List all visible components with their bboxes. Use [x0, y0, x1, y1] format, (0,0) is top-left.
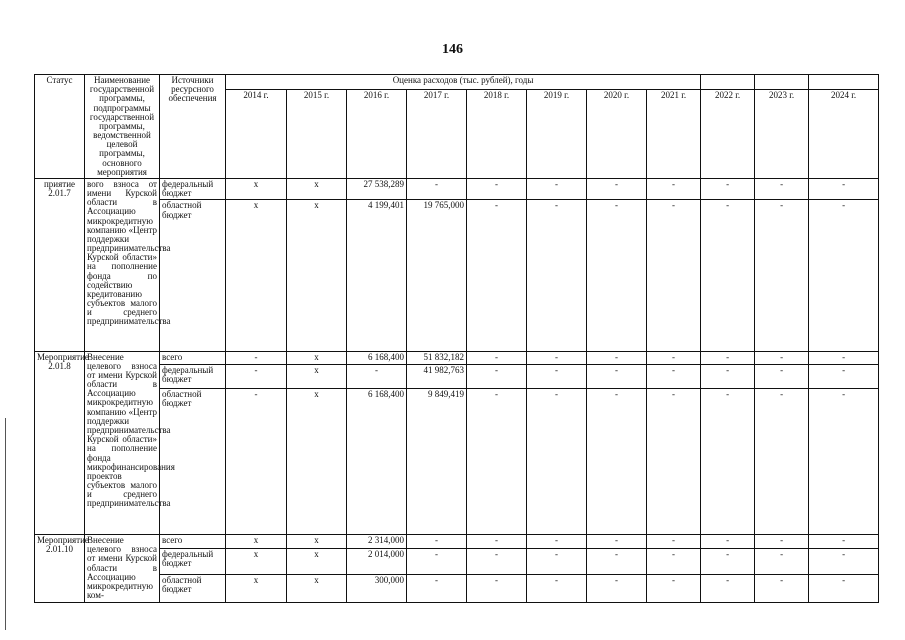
value-cell: x	[226, 574, 287, 602]
value-cell: -	[587, 364, 647, 388]
table-body	[35, 178, 879, 602]
source-cell: федеральный бюджет	[160, 178, 226, 200]
value-cell: x	[287, 364, 347, 388]
table-row	[35, 574, 879, 602]
value-cell: -	[755, 388, 809, 534]
header-year: 2021 г.	[647, 90, 701, 179]
value-cell: -	[809, 364, 879, 388]
source-cell: всего	[160, 351, 226, 364]
header-year: 2022 г.	[701, 90, 755, 179]
value-cell: -	[226, 388, 287, 534]
value-cell: -	[647, 351, 701, 364]
header-blank	[701, 75, 755, 90]
budget-table	[34, 74, 879, 603]
value-cell: -	[647, 574, 701, 602]
value-cell: 27 538,289	[347, 178, 407, 200]
value-cell: -	[755, 549, 809, 575]
value-cell: -	[467, 364, 527, 388]
value-cell: -	[587, 535, 647, 549]
value-cell: -	[755, 200, 809, 351]
value-cell: -	[701, 574, 755, 602]
value-cell: -	[527, 574, 587, 602]
source-cell: федеральный бюджет	[160, 549, 226, 575]
header-estimate: Оценка расходов (тыс. рублей), годы	[226, 75, 701, 90]
value-cell: -	[701, 200, 755, 351]
value-cell: -	[527, 364, 587, 388]
value-cell: -	[527, 535, 587, 549]
value-cell: -	[809, 574, 879, 602]
value-cell: -	[809, 351, 879, 364]
value-cell: -	[755, 364, 809, 388]
value-cell: x	[287, 535, 347, 549]
value-cell: -	[467, 535, 527, 549]
value-cell: -	[347, 364, 407, 388]
table-row	[35, 535, 879, 549]
value-cell: x	[287, 549, 347, 575]
value-cell: -	[647, 364, 701, 388]
value-cell: 300,000	[347, 574, 407, 602]
value-cell: -	[527, 178, 587, 200]
value-cell: -	[587, 574, 647, 602]
value-cell: x	[226, 200, 287, 351]
value-cell: -	[647, 200, 701, 351]
value-cell: -	[527, 388, 587, 534]
value-cell: -	[647, 549, 701, 575]
source-cell: областной бюджет	[160, 388, 226, 534]
value-cell: -	[587, 351, 647, 364]
value-cell: x	[226, 549, 287, 575]
name-cell: Внесение целевого взноса от имени Курской области в Ассоциацию микрокредитную ком-	[85, 535, 160, 603]
value-cell: x	[287, 574, 347, 602]
value-cell: -	[587, 549, 647, 575]
value-cell: -	[467, 200, 527, 351]
status-cell: приятие 2.01.7	[35, 178, 85, 351]
header-year: 2023 г.	[755, 90, 809, 179]
value-cell: 6 168,400	[347, 388, 407, 534]
value-cell: -	[809, 200, 879, 351]
header-blank	[809, 75, 879, 90]
value-cell: -	[587, 388, 647, 534]
value-cell: -	[467, 351, 527, 364]
header-year: 2015 г.	[287, 90, 347, 179]
header-source: Источники ресурсного обеспечения	[160, 75, 226, 179]
value-cell: 41 982,763	[407, 364, 467, 388]
header-blank	[755, 75, 809, 90]
value-cell: -	[755, 535, 809, 549]
source-cell: федеральный бюджет	[160, 364, 226, 388]
value-cell: x	[226, 535, 287, 549]
value-cell: 6 168,400	[347, 351, 407, 364]
value-cell: -	[701, 178, 755, 200]
value-cell: -	[407, 535, 467, 549]
value-cell: -	[755, 574, 809, 602]
source-cell: областной бюджет	[160, 574, 226, 602]
value-cell: -	[467, 178, 527, 200]
header-year: 2014 г.	[226, 90, 287, 179]
value-cell: x	[287, 388, 347, 534]
value-cell: -	[701, 388, 755, 534]
value-cell: -	[755, 178, 809, 200]
name-cell: Внесение целевого взноса от имени Курской области в Ассоциацию микрокредитную компанию «Центр поддержки предпринимательства Курской области» на пополнение фонда микрофинансирования проектов субъектов малого и среднего предпринимательства	[85, 351, 160, 534]
header-year: 2019 г.	[527, 90, 587, 179]
header-year: 2016 г.	[347, 90, 407, 179]
table-row	[35, 178, 879, 200]
value-cell: -	[647, 535, 701, 549]
value-cell: -	[701, 549, 755, 575]
value-cell: -	[647, 388, 701, 534]
header-name: Наименование государственной программы, подпрограммы государственной программы, ведомственной целевой программы, основного мероприятия	[85, 75, 160, 179]
value-cell: x	[226, 178, 287, 200]
value-cell: -	[701, 364, 755, 388]
value-cell: x	[287, 351, 347, 364]
value-cell: -	[527, 351, 587, 364]
value-cell: -	[647, 178, 701, 200]
source-cell: областной бюджет	[160, 200, 226, 351]
value-cell: -	[809, 549, 879, 575]
value-cell: 4 199,401	[347, 200, 407, 351]
value-cell: -	[407, 178, 467, 200]
margin-line	[5, 418, 6, 630]
header-status: Статус	[35, 75, 85, 179]
value-cell: -	[587, 178, 647, 200]
value-cell: 19 765,000	[407, 200, 467, 351]
value-cell: -	[527, 549, 587, 575]
header-year: 2024 г.	[809, 90, 879, 179]
value-cell: -	[809, 178, 879, 200]
value-cell: -	[226, 351, 287, 364]
value-cell: -	[755, 351, 809, 364]
header-year: 2017 г.	[407, 90, 467, 179]
header-year: 2018 г.	[467, 90, 527, 179]
source-cell: всего	[160, 535, 226, 549]
value-cell: -	[226, 364, 287, 388]
value-cell: 51 832,182	[407, 351, 467, 364]
status-cell: Мероприятие 2.01.10	[35, 535, 85, 603]
value-cell: -	[809, 388, 879, 534]
table-row	[35, 364, 879, 388]
header-year: 2020 г.	[587, 90, 647, 179]
table-row	[35, 549, 879, 575]
table-row	[35, 200, 879, 351]
value-cell: -	[467, 574, 527, 602]
value-cell: -	[527, 200, 587, 351]
value-cell: x	[287, 200, 347, 351]
value-cell: -	[587, 200, 647, 351]
status-cell: Мероприятие 2.01.8	[35, 351, 85, 534]
value-cell: -	[467, 388, 527, 534]
value-cell: -	[701, 351, 755, 364]
value-cell: 9 849,419	[407, 388, 467, 534]
value-cell: x	[287, 178, 347, 200]
value-cell: -	[467, 549, 527, 575]
value-cell: -	[701, 535, 755, 549]
table-row	[35, 351, 879, 364]
value-cell: -	[809, 535, 879, 549]
value-cell: -	[407, 549, 467, 575]
value-cell: -	[407, 574, 467, 602]
value-cell: 2 014,000	[347, 549, 407, 575]
page-number: 146	[442, 42, 463, 57]
value-cell: 2 314,000	[347, 535, 407, 549]
name-cell: вого взноса от имени Курской области в Ассоциацию микрокредитную компанию «Центр поддержки предпринимательства Курской области» на пополнение фонда по содействию кредитованию субъектов малого и среднего предпринимательства	[85, 178, 160, 351]
